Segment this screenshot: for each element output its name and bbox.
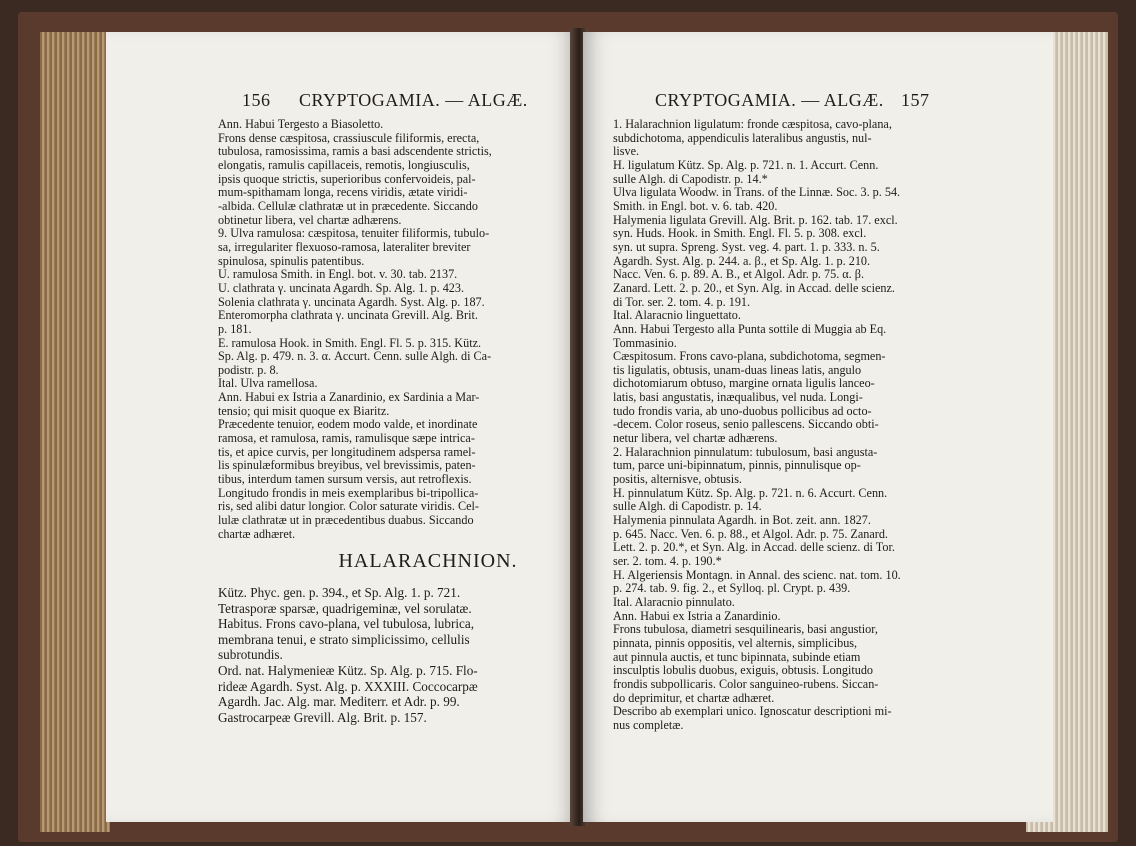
text-line: Agardh. Syst. Alg. p. 244. a. β., et Sp. Alg. 1. p. 210. — [613, 254, 871, 268]
text-line: rideæ Agardh. Syst. Alg. p. XXXIII. Coccocarpæ — [218, 678, 478, 694]
text-line: dichotomiarum obtuso, margine ornata ligulis lanceo- — [613, 377, 875, 391]
text-line: -decem. Color roseus, senio pallescens. Siccando obti- — [613, 418, 879, 432]
text-line: elongatis, ramulis capillaceis, remotis, longiusculis, — [218, 158, 470, 172]
text-line: Ital. Ulva ramellosa. — [218, 377, 318, 391]
text-line: ser. 2. tom. 4. p. 190.* — [613, 555, 722, 568]
text-line: subdichotoma, appendiculis lateralibus angustis, nul- — [613, 131, 872, 145]
text-line: sa, irregulariter flexuoso-ramosa, lateraliter breviter — [218, 240, 471, 254]
text-line: ris, sed alibi datur longior. Color saturate viridis. Cel- — [218, 500, 479, 514]
text-line: Solenia clathrata γ. uncinata Agardh. Syst. Alg. p. 187. — [218, 295, 485, 309]
text-line: Smith. in Engl. bot. v. 6. tab. 420. — [613, 199, 778, 213]
text-line: p. 274. tab. 9. fig. 2., et Sylloq. pl. Crypt. p. 439. — [613, 582, 851, 596]
text-line: tensio; qui misit quoque ex Biaritz. — [218, 404, 390, 418]
text-line: tis ligulatis, obtusis, unam-duas lineas latis, angulo — [613, 363, 862, 377]
text-line: do deprimitur, et chartæ adhæret. — [613, 691, 775, 705]
left-page-edges — [40, 32, 110, 832]
text-line: Ann. Habui ex Istria a Zanardinio, ex Sardinia a Mar- — [218, 391, 480, 405]
text-line: Tommasinio. — [613, 336, 677, 350]
text-line: Zanard. Lett. 2. p. 20., et Syn. Alg. in Accad. delle scienz. — [613, 281, 895, 295]
running-head-right: CRYPTOGAMIA. — ALGÆ. — [655, 90, 884, 110]
text-line: pinnata, pinnis oppositis, vel alternis, simplicibus, — [613, 636, 858, 650]
text-line: Halymenia pinnulata Agardh. in Bot. zeit. ann. 1827. — [613, 514, 871, 528]
text-line: netur libera, vel chartæ adhærens. — [613, 432, 778, 446]
text-line: di Tor. ser. 2. tom. 4. p. 191. — [613, 295, 751, 309]
text-line: frondis subpollicaris. Color sanguineo-rubens. Siccan- — [613, 677, 879, 691]
text-line: Ulva ligulata Woodw. in Trans. of the Linnæ. Soc. 3. p. 54. — [613, 186, 901, 200]
text-line: Kütz. Phyc. gen. p. 394., et Sp. Alg. 1. p. 721. — [218, 585, 461, 600]
text-line: -albida. Cellulæ clathratæ ut in præcedente. Siccando — [218, 199, 478, 213]
right-header — [583, 90, 1053, 118]
running-head-left: CRYPTOGAMIA. — ALGÆ. — [299, 90, 528, 110]
text-line: latis, basi angustatis, inæqualibus, vel nuda. Longi- — [613, 391, 863, 405]
text-line: Longitudo frondis in meis exemplaribus bi-tripollica- — [218, 486, 479, 500]
text-line: syn. ut supra. Spreng. Syst. veg. 4. part. 1. p. 333. n. 5. — [613, 240, 880, 254]
text-line: tum, parce uni-bipinnatum, pinnis, pinnulisque op- — [613, 459, 861, 473]
text-line: ramosa, et ramulosa, ramis, ramulisque sæpe intrica- — [218, 432, 475, 446]
right-page — [583, 32, 1053, 822]
left-page — [106, 32, 576, 822]
text-line: Ann. Habui ex Istria a Zanardinio. — [613, 609, 781, 623]
text-line: sulle Algh. di Capodistr. p. 14. — [613, 500, 762, 514]
text-line: U. ramulosa Smith. in Engl. bot. v. 30. tab. 2137. — [218, 268, 458, 282]
text-line: p. 645. Nacc. Ven. 6. p. 88., et Algol. Adr. p. 75. Zanard. — [613, 527, 888, 541]
left-header — [106, 90, 576, 118]
text-line: E. ramulosa Hook. in Smith. Engl. Fl. 5. p. 315. Kütz. — [218, 336, 482, 350]
text-line: Agardh. Jac. Alg. mar. Mediterr. et Adr. p. 99. — [218, 694, 460, 710]
text-line: ipsis quoque strictis, superioribus confervoideis, pal- — [218, 172, 476, 186]
text-line: membrana tenui, e strato simplicissimo, cellulis — [218, 631, 470, 647]
text-line: lulæ clathratæ ut in præcedentibus duabus. Siccando — [218, 514, 474, 528]
text-line: insculptis lobulis duobus, exiguis, obtusis. Longitudo — [613, 664, 874, 678]
text-line: Halymenia ligulata Grevill. Alg. Brit. p. 162. tab. 17. excl. — [613, 213, 898, 227]
text-line: tudo frondis varia, ab uno-duobus pollicibus ad octo- — [613, 404, 872, 418]
book — [18, 12, 1118, 842]
text-line: 1. Halarachnion ligulatum: fronde cæspitosa, cavo-plana, — [613, 118, 892, 131]
text-line: Sp. Alg. p. 479. n. 3. α. Accurt. Cenn. sulle Algh. di Ca- — [218, 350, 492, 364]
text-line: subrotundis. — [218, 647, 283, 663]
right-body-text — [613, 118, 1027, 733]
text-line: Lett. 2. p. 20.*, et Syn. Alg. in Accad. delle scienz. di Tor. — [613, 541, 895, 555]
text-line: tibus, interdum tamen sursum versis, aut retroflexis. — [218, 473, 472, 487]
text-line: syn. Huds. Hook. in Smith. Engl. Fl. 5. p. 308. excl. — [613, 227, 867, 241]
text-line: positis, alternisve, obtusis. — [613, 473, 742, 487]
text-line: H. Algeriensis Montagn. in Annal. des scienc. nat. tom. 10. — [613, 568, 901, 582]
text-line: nus completæ. — [613, 718, 684, 732]
text-line: Tetrasporæ sparsæ, quadrigeminæ, vel sorulatæ. — [218, 600, 472, 616]
text-line: sulle Algh. di Capodistr. p. 14.* — [613, 172, 768, 186]
text-line: Ord. nat. Halymenieæ Kütz. Sp. Alg. p. 715. Flo- — [218, 662, 478, 678]
page-number-left: 156 — [242, 90, 271, 110]
text-line: Ann. Habui Tergesto a Biasoletto. — [218, 118, 384, 131]
text-line: 9. Ulva ramulosa: cæspitosa, tenuiter filiformis, tubulo- — [218, 227, 490, 241]
text-line: Gastrocarpeæ Grevill. Alg. Brit. p. 157. — [218, 709, 427, 725]
text-line: U. clathrata γ. uncinata Agardh. Sp. Alg. 1. p. 423. — [218, 281, 465, 295]
text-line: p. 181. — [218, 322, 252, 336]
text-line: tubulosa, ramosissima, ramis a basi adscendente strictis, — [218, 145, 492, 159]
text-line: Habitus. Frons cavo-plana, vel tubulosa, lubrica, — [218, 616, 474, 632]
text-line: lisve. — [613, 145, 640, 159]
text-line: aut pinnula auctis, et tunc bipinnata, subinde etiam — [613, 650, 861, 664]
text-line: chartæ adhæret. — [218, 527, 296, 541]
text-line: podistr. p. 8. — [218, 363, 279, 377]
text-line: H. ligulatum Kütz. Sp. Alg. p. 721. n. 1. Accurt. Cenn. — [613, 158, 879, 172]
page-number-right: 157 — [901, 90, 930, 110]
text-line: Ital. Alaracnio linguettato. — [613, 309, 741, 323]
section-title: HALARACHNION. — [338, 550, 518, 573]
text-line: Frons tubulosa, diametri sesquilinearis, basi angustior, — [613, 623, 878, 637]
text-line: Nacc. Ven. 6. p. 89. A. B., et Algol. Adr. p. 75. α. β. — [613, 268, 865, 282]
text-line: Cæspitosum. Frons cavo-plana, subdichotoma, segmen- — [613, 350, 886, 364]
text-line: obtinetur libera, vel chartæ adhærens. — [218, 213, 402, 227]
text-line: Frons dense cæspitosa, crassiuscule filiformis, erecta, — [218, 131, 480, 145]
text-line: Describo ab exemplari unico. Ignoscatur descriptioni mi- — [613, 705, 892, 719]
text-line: Ital. Alaracnio pinnulato. — [613, 595, 735, 609]
text-line: H. pinnulatum Kütz. Sp. Alg. p. 721. n. 6. Accurt. Cenn. — [613, 486, 888, 500]
text-line: tis, et apice curvis, per longitudinem adspersa ramel- — [218, 445, 476, 459]
text-line: Enteromorpha clathrata γ. uncinata Grevill. Alg. Brit. — [218, 309, 478, 323]
text-line: Præcedente tenuior, eodem modo valde, et inordinate — [218, 418, 478, 432]
text-line: 2. Halarachnion pinnulatum: tubulosum, basi angusta- — [613, 445, 878, 459]
text-line: mum-spithamam longa, recens viridis, ætate viridi- — [218, 186, 468, 200]
text-line: spinulosa, spinulis patentibus. — [218, 254, 365, 268]
text-line: Ann. Habui Tergesto alla Punta sottile di Muggia ab Eq. — [613, 322, 887, 336]
text-line: lis spinulæformibus breyibus, vel brevissimis, paten- — [218, 459, 476, 473]
